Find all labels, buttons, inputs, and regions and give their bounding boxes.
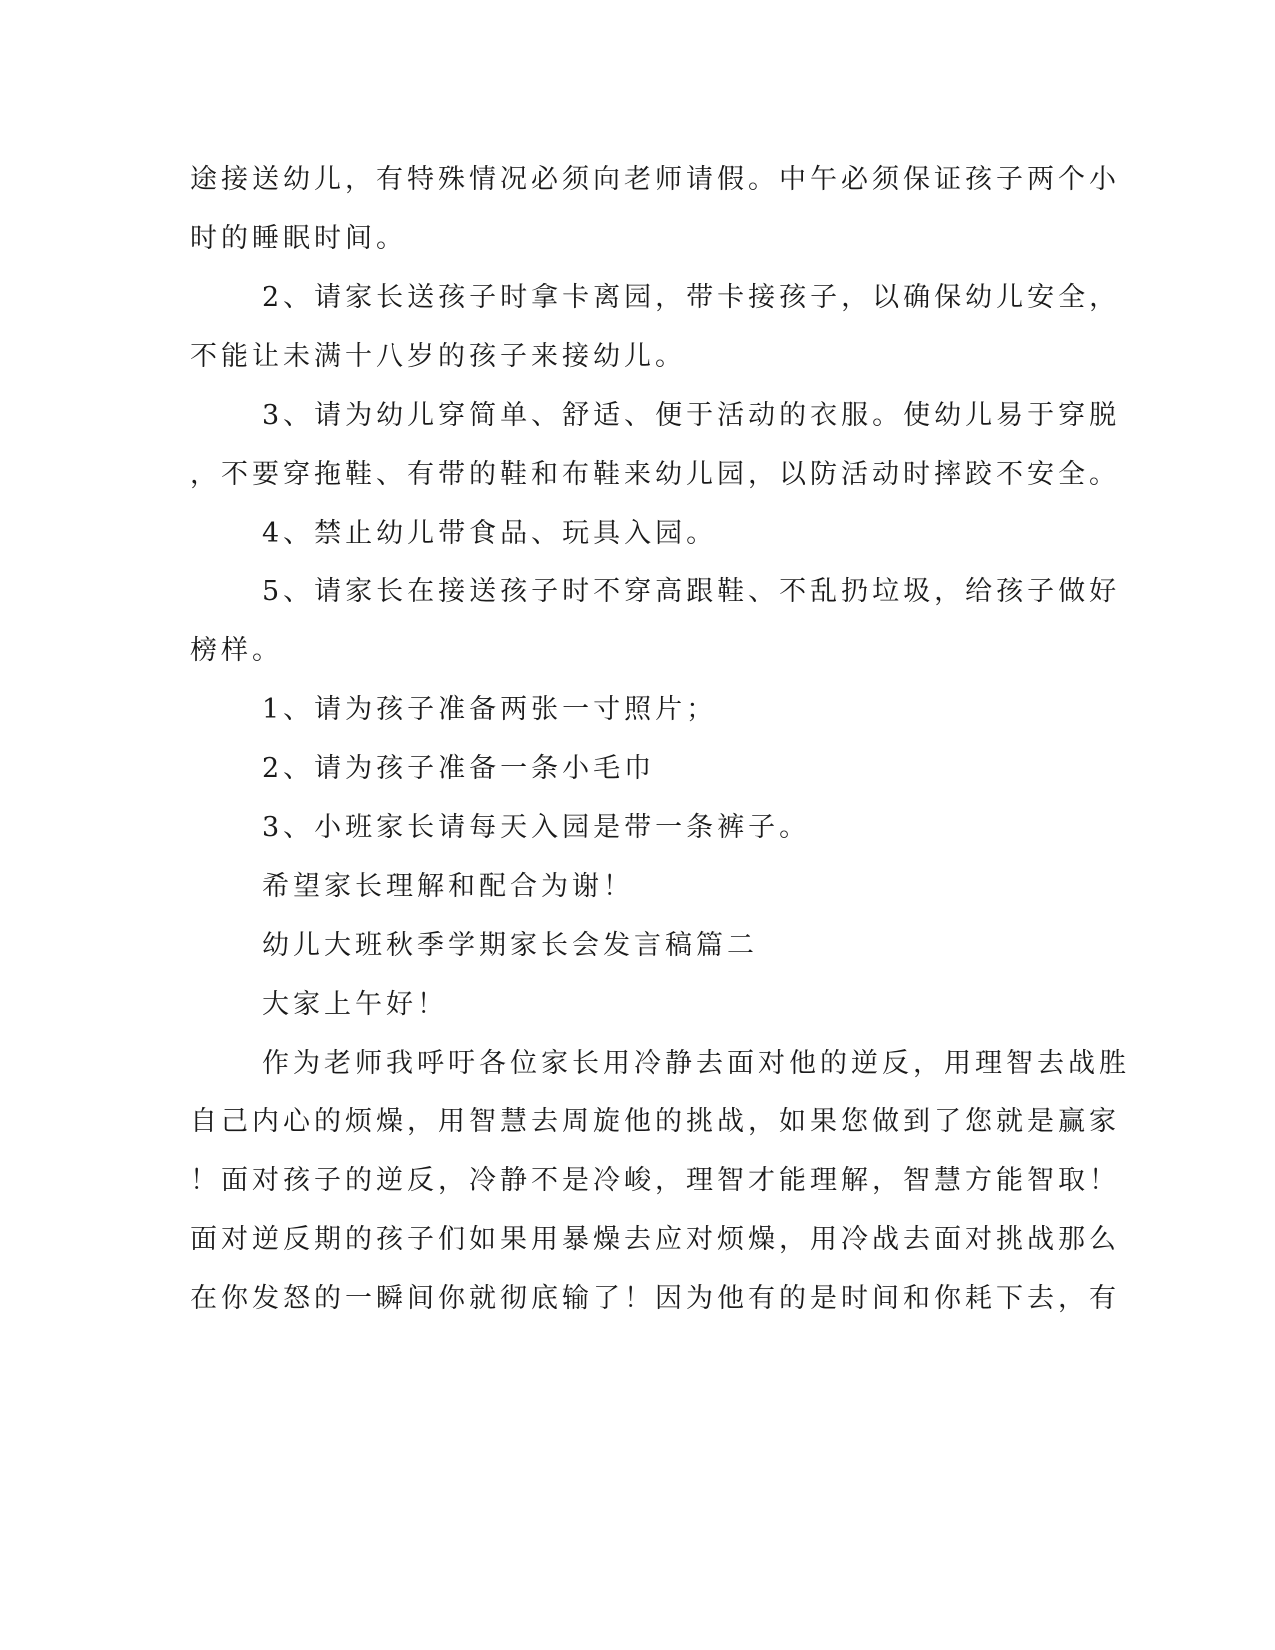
text-line: ，不要穿拖鞋、有带的鞋和布鞋来幼儿园，以防活动时摔跤不安全。 — [190, 459, 1120, 490]
text-line: 途接送幼儿，有特殊情况必须向老师请假。中午必须保证孩子两个小 — [190, 164, 1120, 195]
text-line: 4、禁止幼儿带食品、玩具入园。 — [262, 518, 718, 549]
greeting: 大家上午好！ — [262, 989, 448, 1020]
text-line: 3、请为幼儿穿简单、舒适、便于活动的衣服。使幼儿易于穿脱 — [262, 400, 1121, 431]
text-line: 自己内心的烦燥，用智慧去周旋他的挑战，如果您做到了您就是赢家 — [190, 1106, 1120, 1137]
section-heading: 幼儿大班秋季学期家长会发言稿篇二 — [262, 930, 758, 961]
text-line: 榜样。 — [190, 635, 283, 666]
text-line: 希望家长理解和配合为谢！ — [262, 871, 634, 902]
text-line: 2、请家长送孩子时拿卡离园，带卡接孩子，以确保幼儿安全， — [262, 282, 1121, 313]
text-line: 时的睡眠时间。 — [190, 223, 407, 254]
text-line: 5、请家长在接送孩子时不穿高跟鞋、不乱扔垃圾，给孩子做好 — [262, 576, 1121, 607]
text-line: 面对逆反期的孩子们如果用暴燥去应对烦燥，用冷战去面对挑战那么 — [190, 1224, 1120, 1255]
text-line: 在你发怒的一瞬间你就彻底输了！因为他有的是时间和你耗下去，有 — [190, 1283, 1120, 1314]
text-line: 作为老师我呼吁各位家长用冷静去面对他的逆反，用理智去战胜 — [262, 1048, 1130, 1079]
text-line: ！面对孩子的逆反，冷静不是冷峻，理智才能理解，智慧方能智取！ — [190, 1165, 1120, 1196]
text-line: 1、请为孩子准备两张一寸照片； — [262, 694, 718, 725]
text-line: 3、小班家长请每天入园是带一条裤子。 — [262, 812, 811, 843]
text-line: 不能让未满十八岁的孩子来接幼儿。 — [190, 341, 686, 372]
text-line: 2、请为孩子准备一条小毛巾 — [262, 753, 656, 784]
